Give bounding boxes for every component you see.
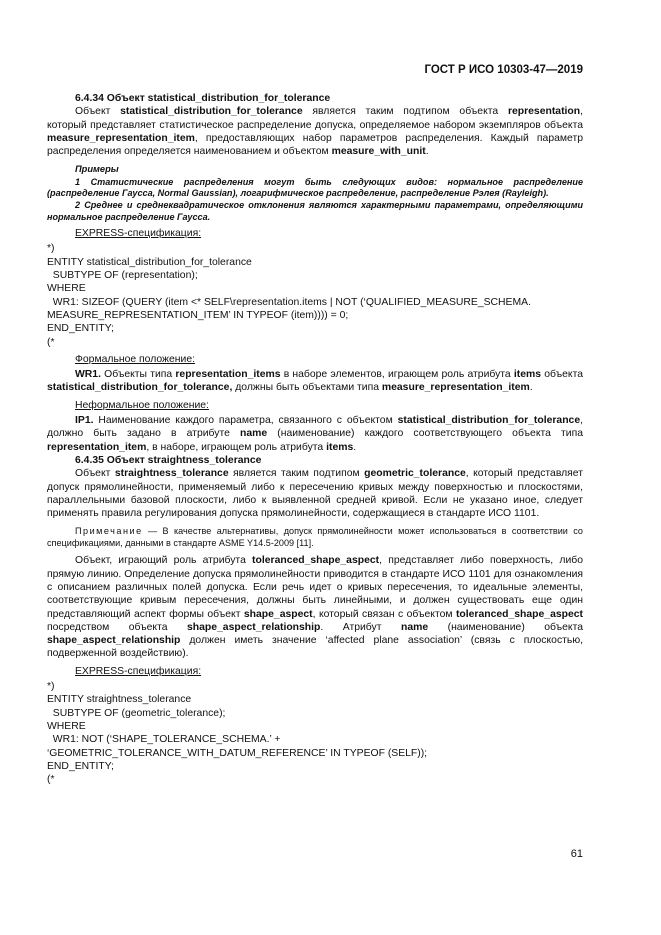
text-run: . [353, 441, 357, 453]
text-run: Объект [75, 468, 115, 480]
example-2: 2 Среднее и среднеквадратическое отклонения являются характерными параметрами, определяющими нормальное распределение Гаусса. [47, 199, 583, 222]
text-run: . Атрибут [320, 621, 401, 633]
text-run: (наименование) объекта [428, 621, 584, 633]
text-run: , предоставляющих набор параметров распределения. Каждый параметр распределения определяется наименованием и объектом [47, 132, 583, 158]
code-line: SUBTYPE OF (geometric_tolerance); [47, 707, 226, 719]
examples-heading: Примеры [75, 164, 119, 175]
bold-term: name [240, 428, 268, 440]
note-prefix: Примечание [75, 526, 143, 537]
page-content [47, 92, 583, 786]
text-run: должны быть объектами типа [232, 382, 382, 394]
bold-term: shape_aspect_relationship [47, 635, 181, 647]
text-run: , который представляет статистическое распределение допуска, определяемое набором экземпляров объекта [47, 106, 584, 131]
text-run: посредством объекта [47, 621, 187, 633]
informal-label-text: Неформальное положение: [75, 399, 209, 411]
bold-term: representation_items [175, 369, 281, 381]
bold-term: shape_aspect [243, 608, 313, 620]
code-line: *) [47, 681, 55, 693]
code-line: WHERE [47, 283, 86, 295]
code-line: WHERE [47, 720, 86, 732]
code-line: MEASURE_REPRESENTATION_ITEM’ IN TYPEOF (item)))) = 0; [47, 309, 349, 321]
bold-term: items [326, 441, 354, 453]
text-run: Наименование каждого параметра, связанного с объектом [93, 415, 398, 427]
text-run: Объекты типа [100, 369, 176, 381]
text-run: (наименование) каждого соответствующего объекта типа [267, 428, 583, 440]
formal-label-text: Формальное положение: [75, 353, 195, 365]
express-label-2 [47, 665, 583, 678]
bold-term: statistical_distribution_for_tolerance, [47, 382, 233, 394]
bold-term: name [400, 621, 429, 633]
bold-term: toleranced_shape_aspect [455, 608, 584, 620]
paragraph-6-4-35-definition [47, 467, 583, 520]
code-line: ‘GEOMETRIC_TOLERANCE_WITH_DATUM_REFERENCE’ IN TYPEOF (SELF)); [47, 747, 428, 759]
formal-rule-wr1 [47, 368, 583, 395]
informal-label [47, 399, 583, 412]
bold-term: geometric_tolerance [364, 468, 466, 480]
bold-term: straightness_tolerance [114, 468, 229, 480]
informal-rule-ip1 [47, 414, 583, 454]
page-number: 61 [570, 848, 583, 860]
bold-term: items [513, 369, 542, 381]
code-line: *) [47, 243, 55, 255]
text-run: объекта [541, 369, 583, 381]
text-run: Объект [75, 106, 121, 118]
express-label-text: EXPRESS-спецификация: [75, 228, 202, 240]
code-line: (* [47, 336, 55, 348]
document-header: ГОСТ Р ИСО 10303-47—2019 [424, 64, 583, 76]
section-title-6-4-34: 6.4.34 Объект statistical_distribution_for_tolerance [75, 93, 331, 104]
example-1: 1 Статистические распределения могут быть следующих видов: нормальное распределение (распределение Гаусса, Normal Gaussian), логарифмическое распределение, распределение Рэлея (Rayleigh). [47, 176, 583, 199]
paragraph-6-4-34-definition [47, 105, 583, 158]
text-run: . [425, 146, 429, 158]
bold-term: representation_item [47, 441, 147, 453]
text-run: , который представляет допуск прямолинейности, применяемый либо к пересечению кривых между поверхностью и плоскостями, параллельными базовой плоскости, либо к выявленной средней кривой. Если не указано иное, следует применять правила регулирования допуска прямолинейности, содержащиеся в стандарте ИСО 1101. [47, 468, 583, 520]
text-run: , в наборе, играющем роль атрибута [146, 441, 327, 453]
bold-term: representation [507, 106, 581, 118]
bold-term: statistical_distribution_for_tolerance [397, 415, 581, 427]
express-code-1 [47, 242, 583, 348]
code-line: END_ENTITY; [47, 323, 114, 335]
note [47, 525, 583, 549]
bold-term: toleranced_shape_aspect [252, 555, 380, 567]
express-label-text: EXPRESS-спецификация: [75, 665, 202, 677]
text-run: Объект, играющий роль атрибута [75, 555, 253, 567]
text-run: , должно быть задано в атрибуте [47, 415, 583, 440]
code-line: END_ENTITY; [47, 760, 114, 772]
express-label-1 [47, 227, 583, 240]
text-run: , представляет либо поверхность, либо прямую линию. Определение допуска прямолинейности приводится в стандарте ИСО 1101 для ознакомления с описанием различных полей допуска. Если речь идет о кривых пересечения, то идеальные элементы, соответствующие кривым пересечения, должны быть линейными, и должен существовать еще один представляющий аспект формы объект [47, 555, 583, 620]
note-text: — В качестве альтернативы, допуск прямолинейности может использоваться в соответствии со спецификациями, данными в стандарте ASME Y14.5-2009 [11]. [47, 526, 583, 549]
bold-term: statistical_distribution_for_tolerance [120, 106, 303, 118]
text-run: , который связан с объектом [312, 608, 456, 620]
text-run: . [529, 382, 533, 394]
bold-term: shape_aspect_relationship [186, 621, 321, 633]
section-title-6-4-35: 6.4.35 Объект straightness_tolerance [75, 454, 262, 466]
code-line: (* [47, 774, 55, 786]
code-line: WR1: SIZEOF (QUERY (item <* SELF\representation.items | NOT (‘QUALIFIED_MEASURE_SCHEMA. [47, 296, 531, 308]
text-run: является таким подтипом объекта [302, 106, 508, 118]
text-run: в наборе элементов, играющем роль атрибута [280, 369, 514, 381]
code-line: ENTITY straightness_tolerance [47, 694, 192, 706]
paragraph-toleranced-shape-aspect [47, 554, 583, 660]
formal-label [47, 353, 583, 366]
bold-term: measure_representation_item [47, 132, 195, 144]
bold-term: IP1. [75, 415, 94, 427]
text-run: является таким подтипом [228, 468, 365, 480]
bold-term: measure_representation_item [381, 382, 530, 394]
code-line: SUBTYPE OF (representation); [47, 270, 198, 282]
express-code-2 [47, 680, 583, 786]
code-line: WR1: NOT (‘SHAPE_TOLERANCE_SCHEMA.’ + [47, 734, 281, 746]
code-line: ENTITY statistical_distribution_for_tolerance [47, 256, 252, 268]
text-run: должен иметь значение ‘affected plane association’ (связь с плоскостью, подверженной воздействию). [47, 635, 583, 660]
bold-term: WR1. [75, 369, 101, 381]
bold-term: measure_with_unit [331, 146, 426, 158]
